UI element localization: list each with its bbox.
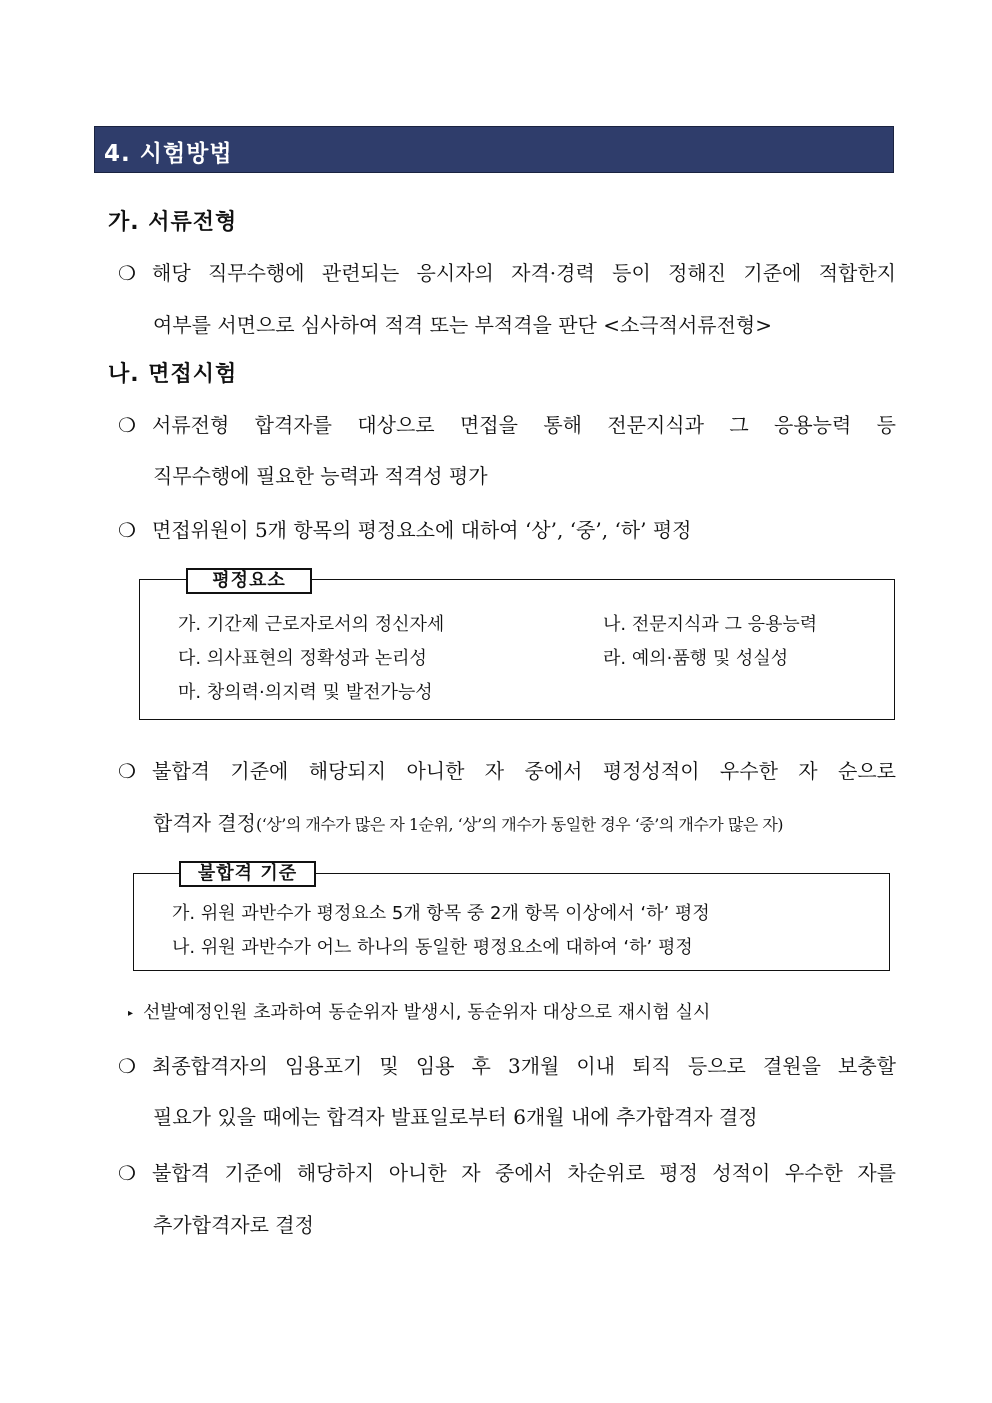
additional-item-2-line-1: ❍ 불합격 기준에 해당하지 아니한 자 중에서 차순위로 평정 성적이 우수한 자를: [118, 1161, 896, 1185]
criteria-item: 다. 의사표현의 정확성과 논리성: [178, 648, 427, 669]
criteria-item: 나. 전문지식과 그 응용능력: [603, 614, 818, 635]
bullet-circle-icon: ❍: [118, 413, 136, 437]
criteria-item: 라. 예의·품행 및 성실성: [603, 648, 789, 669]
interview-item-1-line-2: 직무수행에 필요한 능력과 적격성 평가: [153, 464, 488, 488]
fail-criteria-item: 나. 위원 과반수가 어느 하나의 동일한 평정요소에 대하여 ‘하’ 평정: [172, 937, 693, 958]
criteria-item: 마. 창의력·의지력 및 발전가능성: [178, 682, 433, 703]
additional-item-2-line-2: 추가합격자로 결정: [153, 1213, 314, 1237]
criteria-item: 가. 기간제 근로자로서의 정신자세: [178, 614, 445, 635]
bullet-circle-icon: ❍: [118, 759, 136, 783]
triangle-right-icon: ▸: [128, 1007, 134, 1019]
criteria-box-title: 평정요소: [186, 568, 312, 594]
tie-rule-note: ▸ 선발예정인원 초과하여 동순위자 발생시, 동순위자 대상으로 재시험 실시: [128, 1002, 711, 1023]
pass-decision-line-2: 합격자 결정(‘상’의 개수가 많은 자 1순위, ‘상’의 개수가 동일한 경우 ‘중’의 개수가 많은 자): [153, 811, 784, 835]
interview-item-2-line-1: ❍ 면접위원이 5개 항목의 평정요소에 대하여 ‘상’, ‘중’, ‘하’ 평정: [118, 518, 692, 542]
bullet-circle-icon: ❍: [118, 261, 136, 285]
bullet-circle-icon: ❍: [118, 1054, 136, 1078]
document-screening-line-1: ❍ 해당 직무수행에 관련되는 응시자의 자격·경력 등이 정해진 기준에 적합한지: [118, 261, 896, 285]
bullet-circle-icon: ❍: [118, 518, 136, 542]
section-title: 4. 시험방법: [104, 141, 233, 167]
pass-decision-note: (‘상’의 개수가 많은 자 1순위, ‘상’의 개수가 동일한 경우 ‘중’의 개수가 많은 자): [255, 815, 784, 834]
subsection-heading-document-screening: 가. 서류전형: [108, 210, 238, 235]
bullet-circle-icon: ❍: [118, 1161, 136, 1185]
interview-item-1-line-1: ❍ 서류전형 합격자를 대상으로 면접을 통해 전문지식과 그 응용능력 등: [118, 413, 896, 437]
document-screening-line-2: 여부를 서면으로 심사하여 적격 또는 부적격을 판단 <소극적서류전형>: [153, 313, 772, 337]
subsection-heading-interview: 나. 면접시험: [108, 362, 238, 387]
additional-item-1-line-1: ❍ 최종합격자의 임용포기 및 임용 후 3개월 이내 퇴직 등으로 결원을 보충할: [118, 1054, 896, 1078]
section-header-bar: [94, 126, 894, 173]
pass-decision-line-1: ❍ 불합격 기준에 해당되지 아니한 자 중에서 평정성적이 우수한 자 순으로: [118, 759, 896, 783]
fail-criteria-item: 가. 위원 과반수가 평정요소 5개 항목 중 2개 항목 이상에서 ‘하’ 평정: [172, 903, 710, 924]
additional-item-1-line-2: 필요가 있을 때에는 합격자 발표일로부터 6개월 내에 추가합격자 결정: [153, 1105, 758, 1129]
fail-criteria-box-title: 불합격 기준: [179, 861, 316, 887]
